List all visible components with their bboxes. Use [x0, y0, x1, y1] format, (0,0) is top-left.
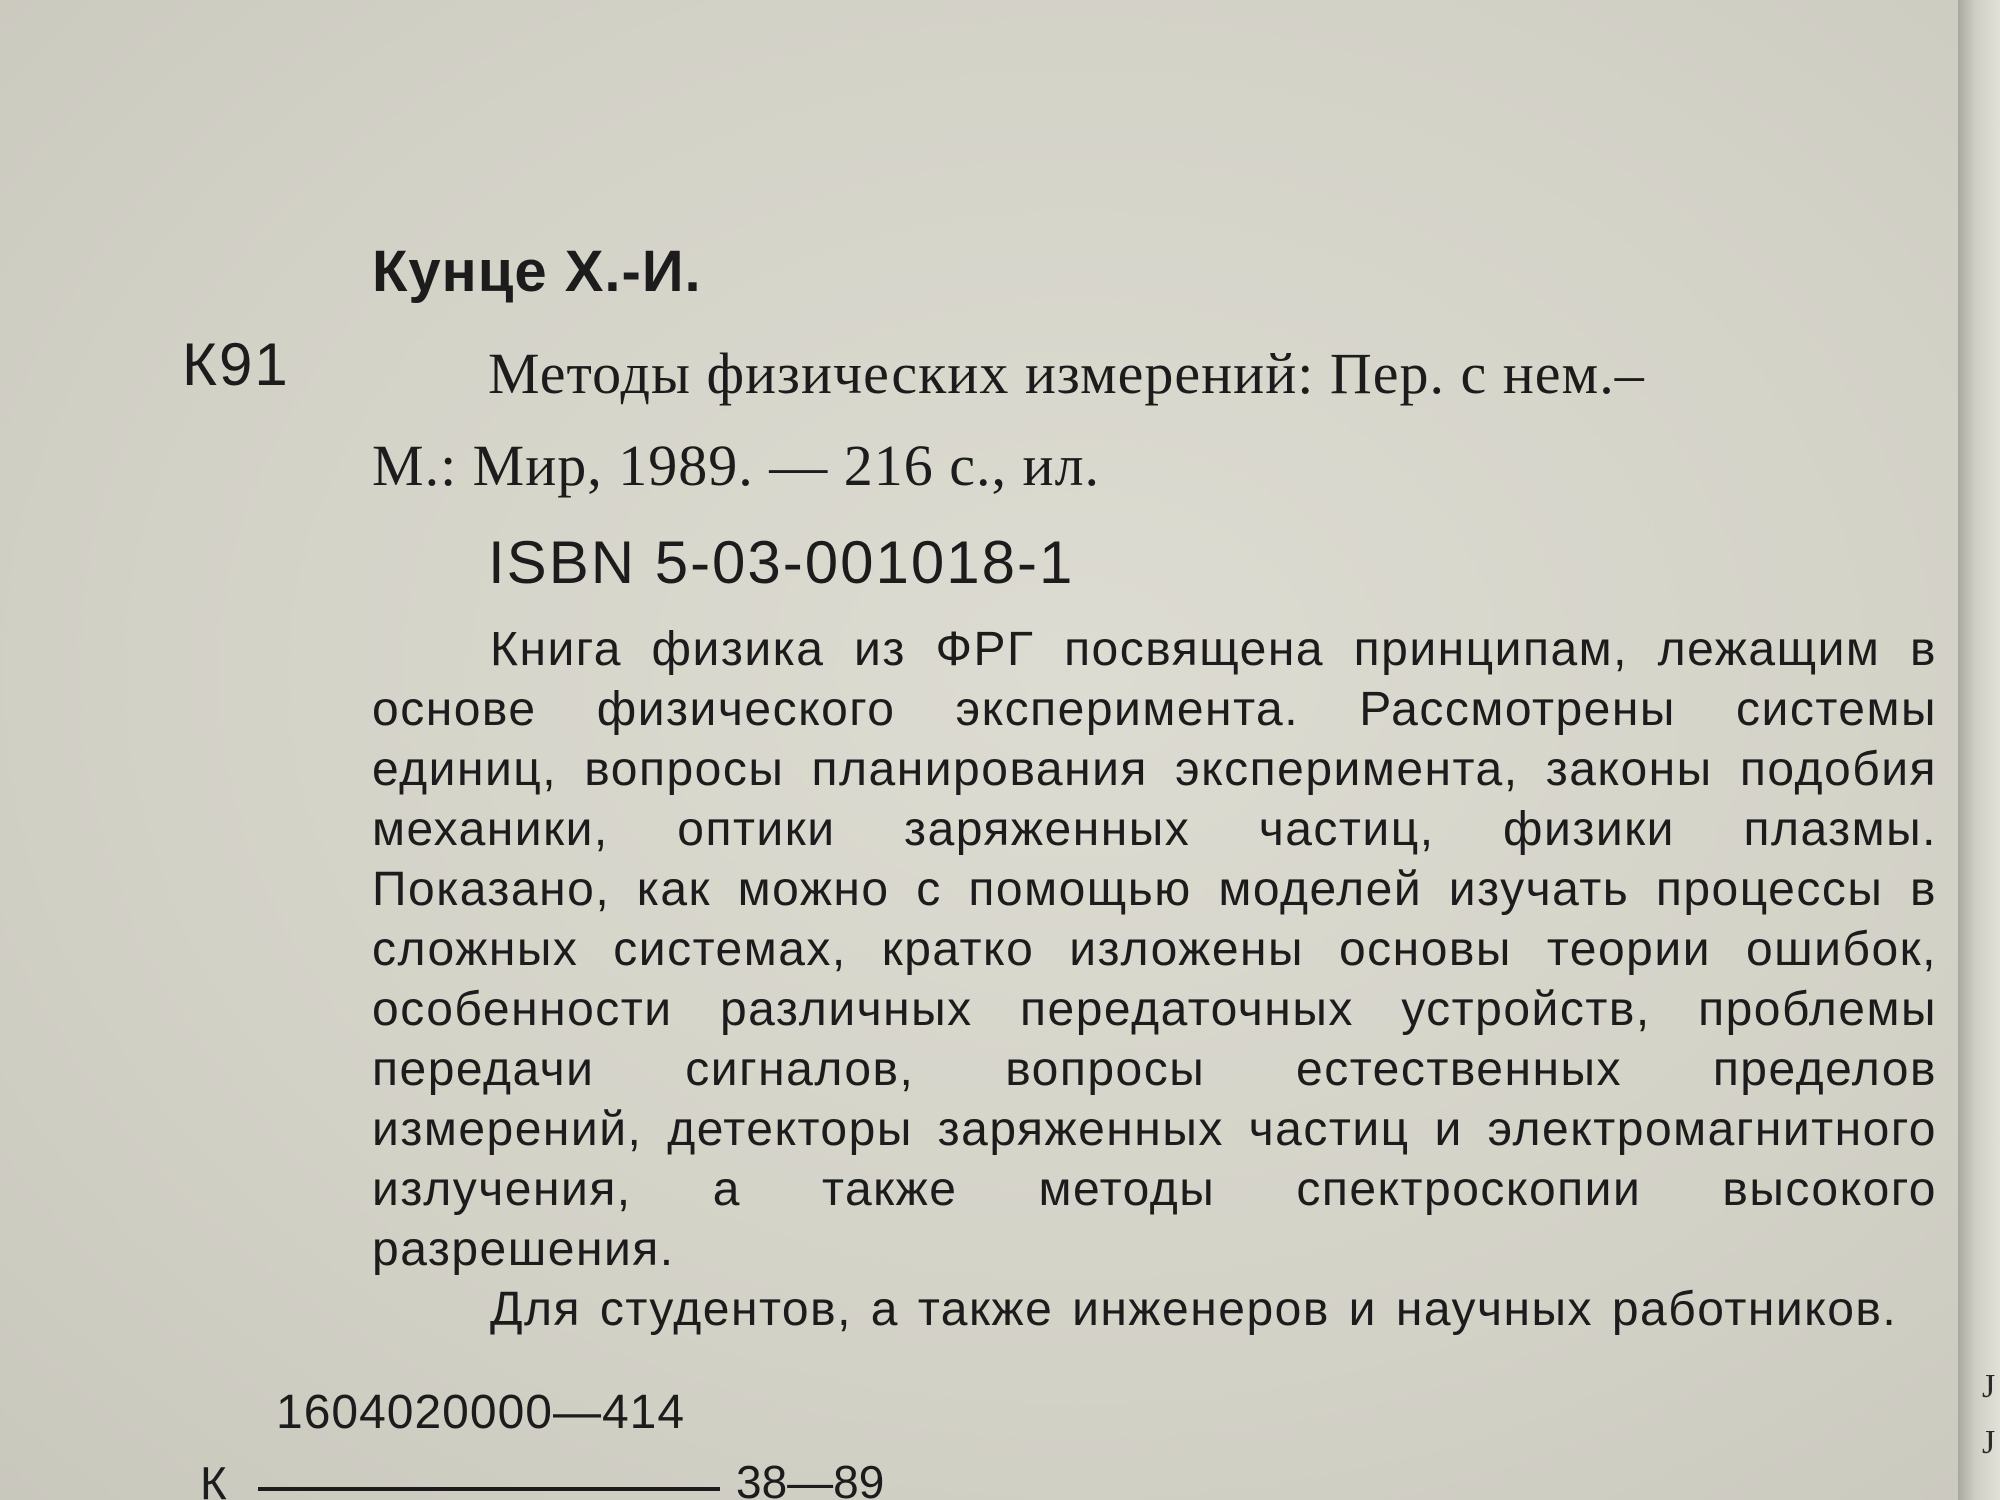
edge-character: J	[1982, 1424, 1996, 1461]
footer-number: 1604020000—414	[276, 1386, 686, 1439]
footer-code: 38—89	[736, 1456, 885, 1500]
footer-letter: К	[200, 1457, 227, 1500]
title-line: Методы физических измерений: Пер. с нем.–	[488, 341, 1645, 406]
footer-rule	[258, 1487, 720, 1491]
annotation-paragraph: Для студентов, а также инженеров и научных работников.	[490, 1283, 1898, 1336]
annotation-paragraph: Книга физика из ФРГ посвящена принципам, лежащим в основе физического эксперимента. Рассмотрены системы единиц, вопросы планирования эксперимента, законы подобия механики, оптики заряженных частиц, физики плазмы. Показано, как можно с помощью моделей изучать процессы в сложных системах, кратко изложены основы теории ошибок, особенности различных передаточных устройств, проблемы передачи сигналов, вопросы естественных пределов измерений, детекторы заряженных частиц и электромагнитного излучения, а также методы спектроскопии высокого разрешения.	[372, 623, 1937, 1276]
isbn: ISBN 5-03-001018-1	[488, 529, 1075, 596]
edge-character: J	[1982, 1368, 1996, 1405]
catalog-code: К91	[182, 331, 290, 398]
annotation	[372, 620, 1937, 1340]
author-name: Кунце Х.-И.	[372, 239, 702, 304]
publication-line: М.: Мир, 1989. — 216 с., ил.	[372, 433, 1101, 498]
next-page-edge	[1958, 0, 2000, 1500]
